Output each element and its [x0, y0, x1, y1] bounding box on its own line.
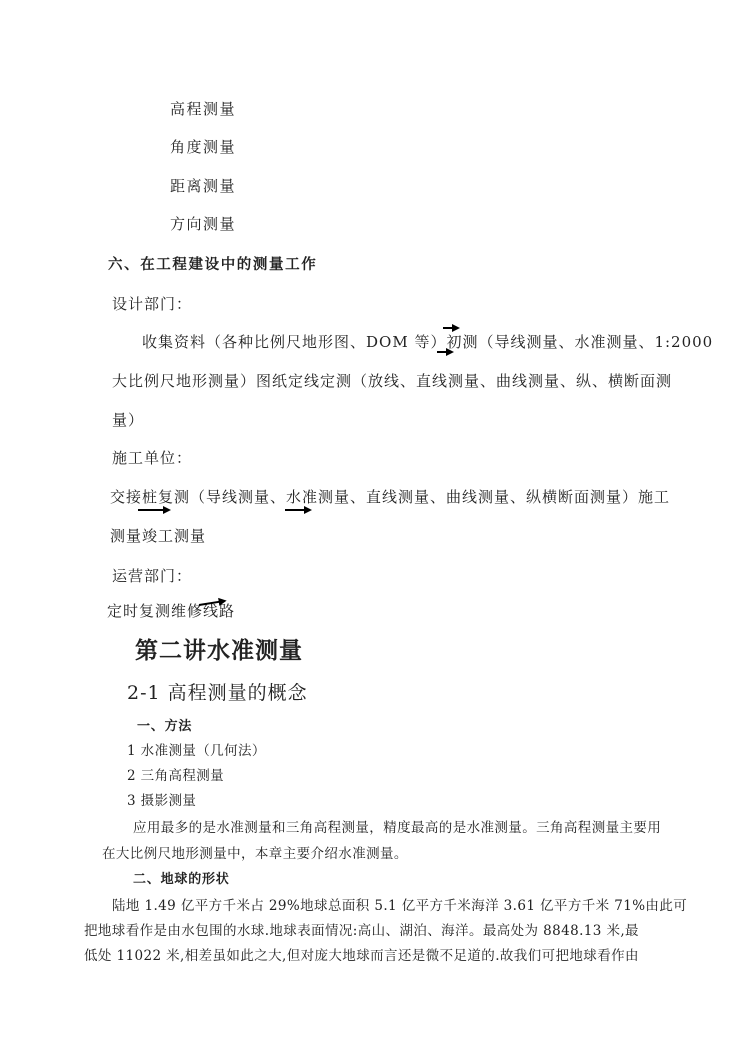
earth-line: 低处 11022 米,相差虽如此之大,但对庞大地球而言还是微不足道的.故我们可把地球看作由	[84, 948, 639, 964]
right-arrow-icon	[285, 509, 310, 511]
lecture-title: 第二讲水准测量	[135, 637, 303, 664]
intro-item: 方向测量	[170, 215, 237, 233]
summary-line: 在大比例尺地形测量中，本章主要介绍水准测量。	[102, 846, 408, 862]
construction-paragraph-line: 测量竣工测量	[110, 527, 207, 545]
operation-line: 定时复测维修线路	[107, 602, 236, 620]
right-arrow-icon	[138, 509, 169, 511]
section-2-1-title: 2-1 高程测量的概念	[127, 682, 308, 704]
design-paragraph-line: 大比例尺地形测量）图纸定线定测（放线、直线测量、曲线测量、纵、横断面测	[112, 372, 673, 390]
method-item: 1 水准测量（几何法）	[127, 743, 266, 759]
operation-dept-label: 运营部门：	[112, 567, 193, 585]
intro-item: 角度测量	[170, 138, 237, 156]
right-arrow-icon	[437, 351, 452, 353]
method-item: 2 三角高程测量	[127, 768, 225, 784]
intro-item: 距离测量	[170, 177, 237, 195]
earth-line: 陆地 1.49 亿平方千米占 29%地球总面积 5.1 亿平方千米海洋 3.61 亿平方千米 71%由此可	[112, 898, 688, 914]
construction-unit-label: 施工单位：	[112, 449, 193, 467]
construction-paragraph-line: 交接桩复测（导线测量、水准测量、直线测量、曲线测量、纵横断面测量）施工	[110, 488, 671, 506]
design-dept-label: 设计部门：	[112, 295, 193, 313]
design-paragraph-line: 量）	[112, 411, 145, 429]
earth-heading: 二、地球的形状	[133, 872, 230, 887]
methods-heading: 一、方法	[137, 719, 193, 734]
method-item: 3 摄影测量	[127, 793, 197, 809]
earth-line: 把地球看作是由水包围的水球.地球表面情况:高山、湖泊、海洋。最高处为 8848.13 米,最	[84, 923, 639, 939]
right-arrow-icon	[443, 327, 458, 329]
section-heading: 六、在工程建设中的测量工作	[108, 256, 318, 273]
summary-line: 应用最多的是水准测量和三角高程测量，精度最高的是水准测量。三角高程测量主要用	[133, 820, 662, 836]
design-paragraph-line: 收集资料（各种比例尺地形图、DOM 等）初测（导线测量、水准测量、1:2000	[142, 333, 714, 351]
intro-item: 高程测量	[170, 100, 237, 118]
